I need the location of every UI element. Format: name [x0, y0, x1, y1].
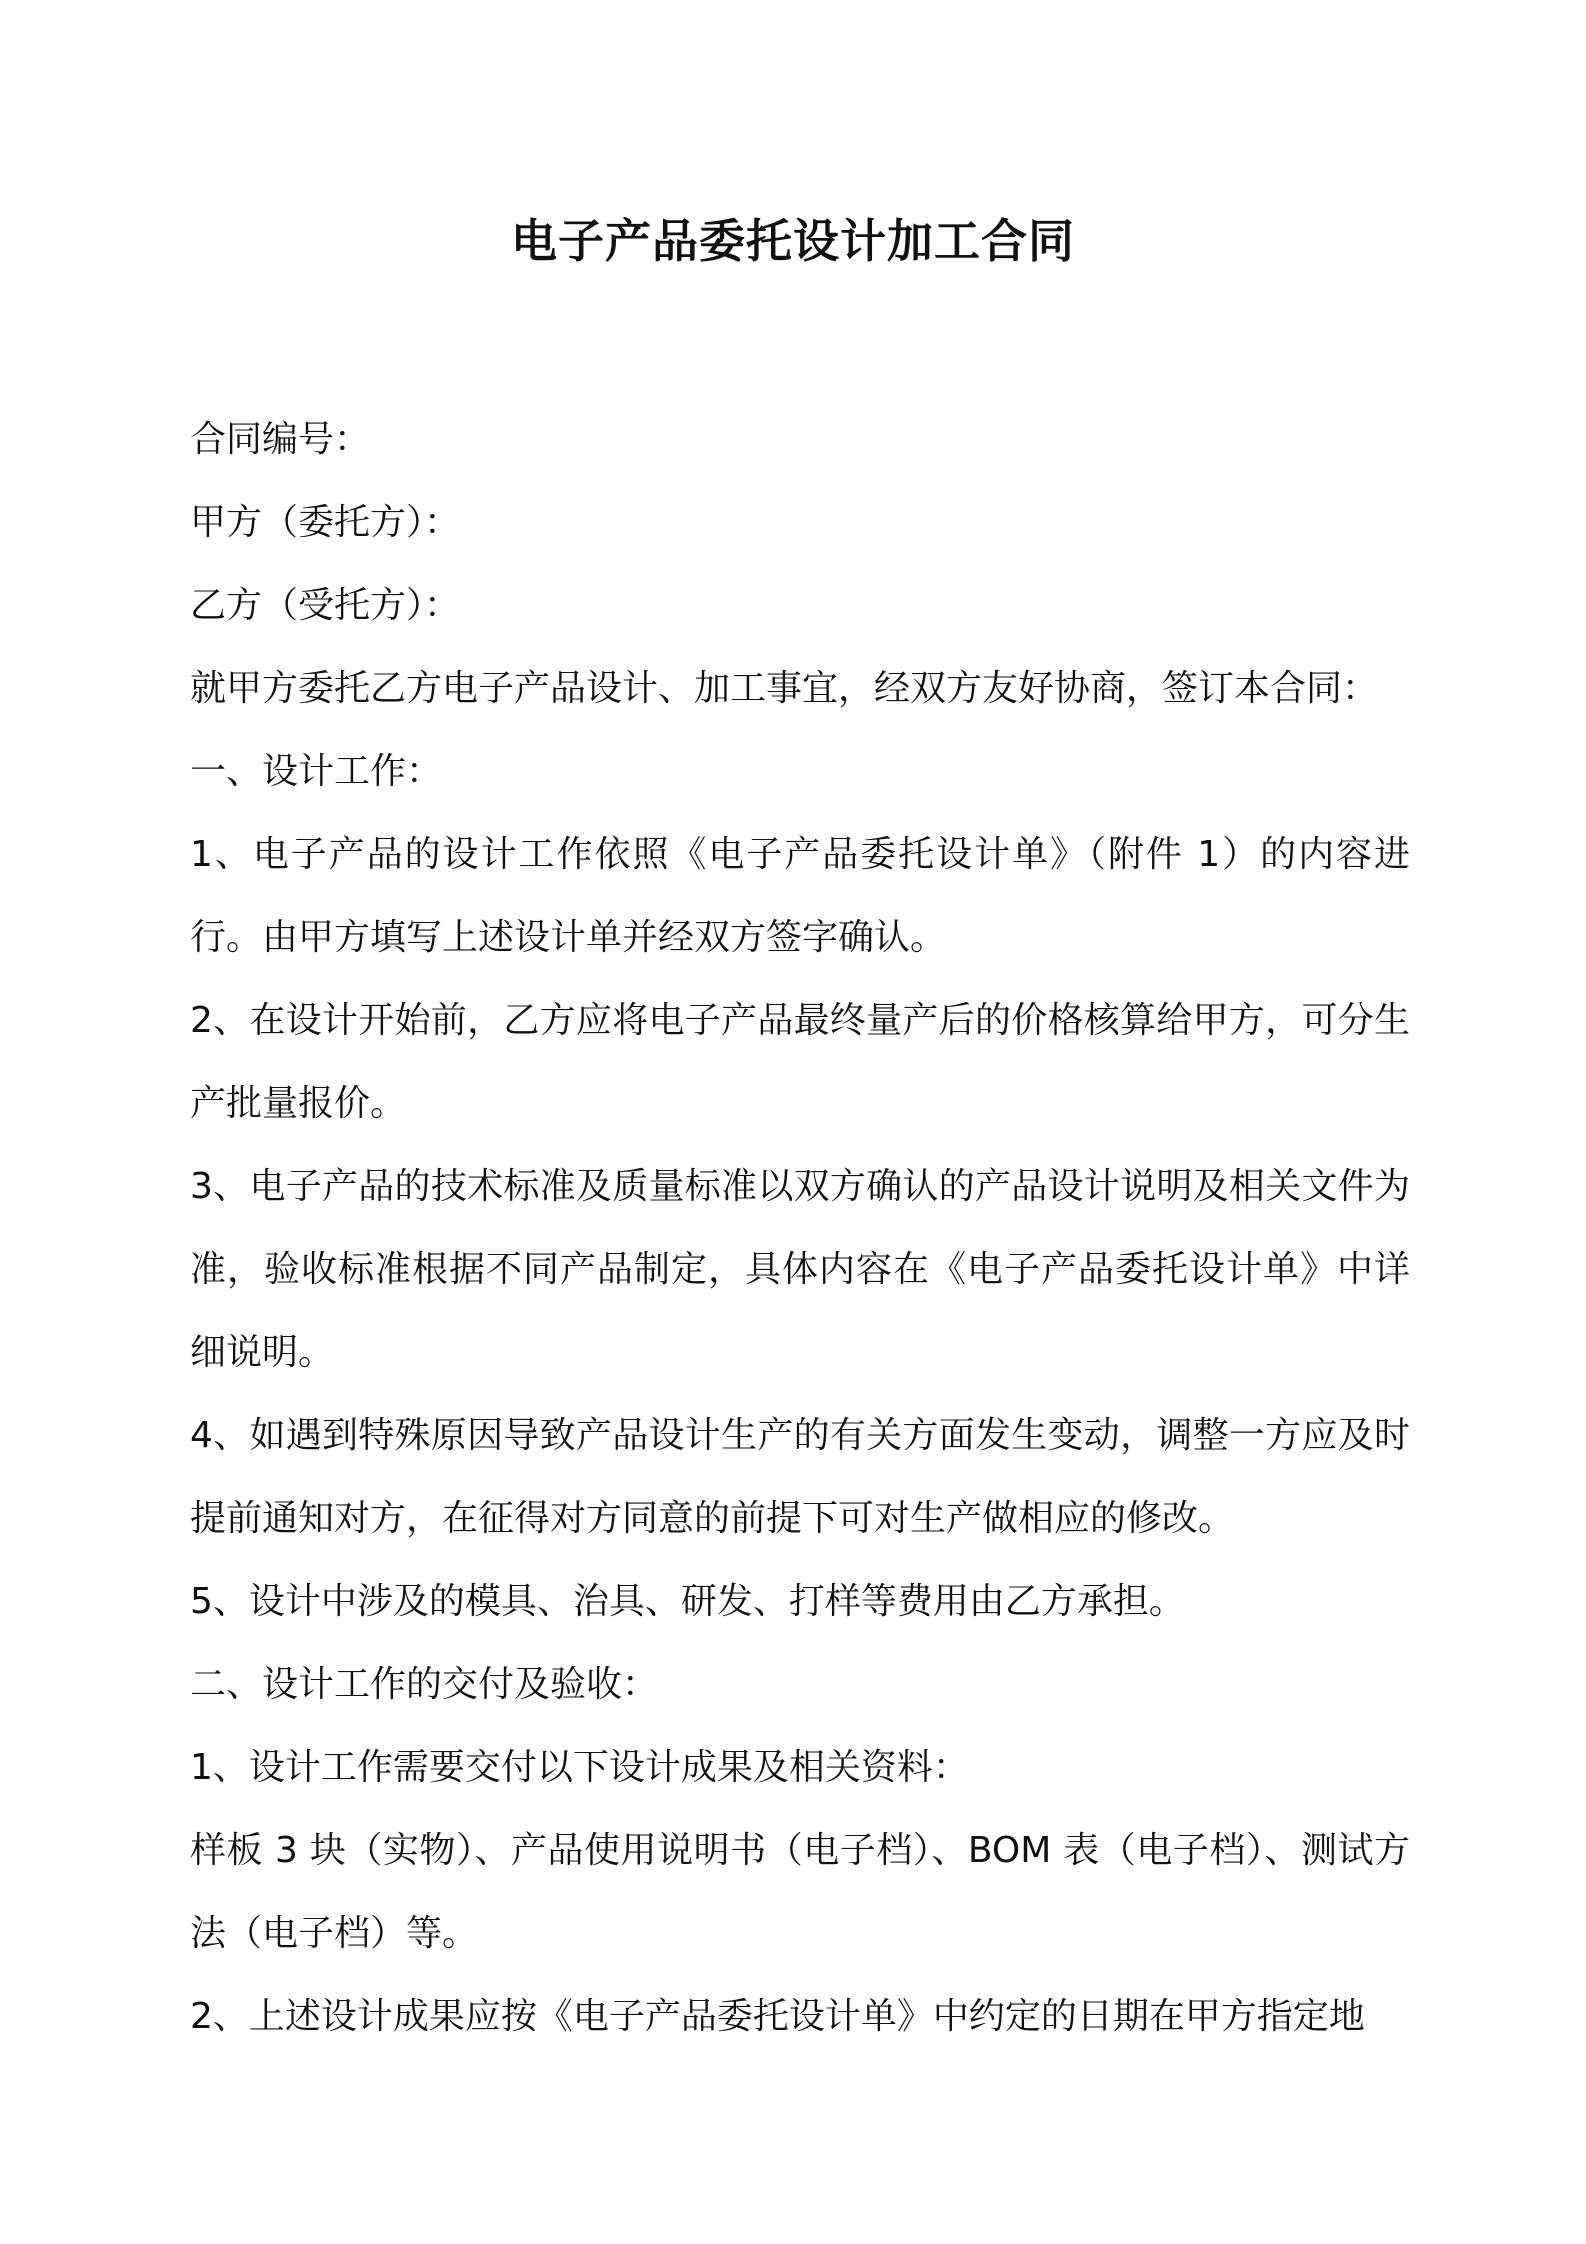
clause-2-2: 2、上述设计成果应按《电子产品委托设计单》中约定的日期在甲方指定地	[190, 1996, 1365, 2037]
clause-1-1: 1、电子产品的设计工作依照《电子产品委托设计单》（附件 1）的内容进行。由甲方填写上述设计单并经双方签字确认。	[190, 834, 1410, 958]
party-b-line: 乙方（受托方）：	[190, 585, 461, 626]
clause-1-4: 4、如遇到特殊原因导致产品设计生产的有关方面发生变动，调整一方应及时提前通知对方，在征得对方同意的前提下可对生产做相应的修改。	[190, 1415, 1410, 1539]
section-heading-design-work: 一、设计工作：	[190, 751, 443, 792]
clause-1-5: 5、设计中涉及的模具、治具、研发、打样等费用由乙方承担。	[190, 1581, 1185, 1622]
clause-1-3: 3、电子产品的技术标准及质量标准以双方确认的产品设计说明及相关文件为准，验收标准根据不同产品制定，具体内容在《电子产品委托设计单》中详细说明。	[190, 1166, 1410, 1373]
preamble-paragraph: 就甲方委托乙方电子产品设计、加工事宜，经双方友好协商，签订本合同：	[190, 668, 1379, 709]
clause-2-1: 1、设计工作需要交付以下设计成果及相关资料：	[190, 1747, 969, 1788]
party-a-line: 甲方（委托方）：	[190, 502, 461, 543]
deliverables-list: 样板 3 块（实物）、产品使用说明书（电子档）、BOM 表（电子档）、测试方法（电子档）等。	[190, 1830, 1410, 1954]
section-heading-delivery-acceptance: 二、设计工作的交付及验收：	[190, 1664, 659, 1705]
document-title: 电子产品委托设计加工合同	[511, 214, 1075, 268]
contract-number-line: 合同编号：	[190, 419, 371, 460]
clause-1-2: 2、在设计开始前，乙方应将电子产品最终量产后的价格核算给甲方，可分生产批量报价。	[190, 1000, 1410, 1124]
document-body	[190, 398, 1410, 2058]
